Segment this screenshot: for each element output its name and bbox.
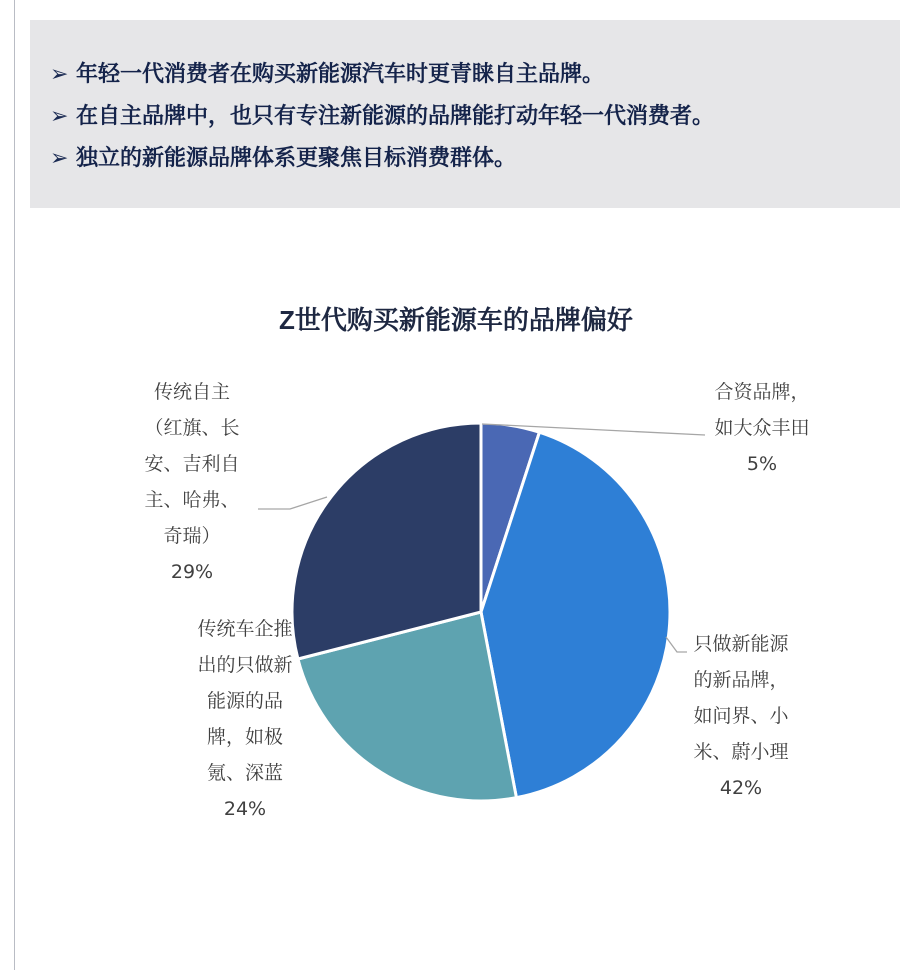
slice-label-4: 主、哈弗、 bbox=[144, 489, 240, 511]
slice-label-4: （红旗、长 bbox=[144, 417, 240, 439]
slice-label-2: 如问界、小 bbox=[693, 705, 789, 727]
slice-label-1: 合资品牌， bbox=[714, 381, 810, 403]
leader-line-4 bbox=[258, 497, 327, 509]
arrow-bullet-icon: ➢ bbox=[50, 146, 69, 171]
slice-label-4: 安、吉利自 bbox=[144, 453, 240, 475]
slice-label-3: 传统车企推 bbox=[197, 618, 293, 640]
slice-label-3: 能源的品 bbox=[206, 690, 284, 712]
arrow-bullet-icon: ➢ bbox=[50, 104, 69, 129]
chart-title: Z世代购买新能源车的品牌偏好 bbox=[279, 305, 633, 335]
slice-label-3: 牌，如极 bbox=[206, 726, 284, 748]
slice-label-2: 的新品牌， bbox=[693, 669, 789, 691]
arrow-bullet-icon: ➢ bbox=[50, 62, 69, 87]
slice-percent-label-1: 5% bbox=[746, 453, 778, 475]
slice-percent-label-4: 29% bbox=[170, 561, 214, 583]
slice-label-3: 出的只做新 bbox=[197, 654, 293, 676]
slice-label-2: 米、蔚小理 bbox=[693, 741, 789, 763]
slice-label-4: 传统自主 bbox=[153, 381, 231, 403]
slice-label-1: 如大众丰田 bbox=[714, 417, 810, 439]
summary-bullet-text: 独立的新能源品牌体系更聚焦目标消费群体。 bbox=[76, 146, 517, 171]
summary-bullet-text: 年轻一代消费者在购买新能源汽车时更青睐自主品牌。 bbox=[76, 62, 605, 87]
summary-bullet-text: 在自主品牌中，也只有专注新能源的品牌能打动年轻一代消费者。 bbox=[76, 104, 715, 129]
slice-percent-label-3: 24% bbox=[223, 798, 267, 820]
slice-percent-label-2: 42% bbox=[719, 777, 763, 799]
slice-label-3: 氪、深蓝 bbox=[206, 762, 284, 784]
slice-label-2: 只做新能源 bbox=[693, 633, 789, 655]
slice-label-4: 奇瑞） bbox=[163, 525, 221, 547]
